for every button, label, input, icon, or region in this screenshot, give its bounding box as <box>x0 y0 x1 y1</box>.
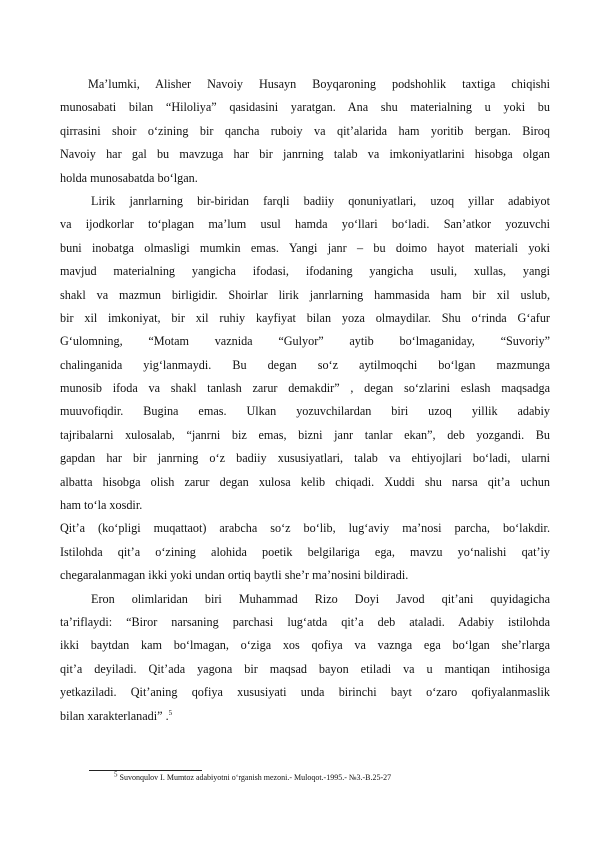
text-line <box>60 517 550 540</box>
text-line-content: bir xil imkoniyat, bir xil ruhiy kayfiyat bilan yoza olmaydilar. Shu o‘rinda G‘afur <box>60 310 550 325</box>
text-line-content: mavjud materialning yangicha ifodasi, ifodaning yangicha usuli, xullas, yangi <box>60 264 550 279</box>
body-text <box>60 73 550 728</box>
text-line-content: Ma’lumki, Alisher Navoiy Husayn Boyqaroning podshohlik taxtiga chiqishi <box>88 77 550 91</box>
text-line-content: Eron olimlaridan biri Muhammad Rizo Doyi Javod qit’ani quyidagicha <box>91 591 550 606</box>
text-line-content: munosabati bilan “Hiloliya” qasidasini yaratgan. Ana shu materialning u yoki bu <box>60 100 550 115</box>
text-line-content: va ijodkorlar to‘plagan ma’lum usul hamda yo‘llari bo‘ladi. San’atkor yozuvchi <box>60 217 550 232</box>
footnote <box>114 772 391 783</box>
text-line <box>60 167 550 190</box>
text-line <box>60 634 550 657</box>
text-line-content: ta’riflaydi: “Biror narsaning parchasi lug‘atda qit’a deb ataladi. Adabiy istilohda <box>60 614 550 629</box>
text-line-content: G‘ulomning, “Motam vaznida “Gulyor” aytib bo‘lmaganiday, “Suvoriy” <box>60 334 550 349</box>
text-line-content: buni inobatga olmasligi mumkin emas. Yangi janr – bu doimo hayot materiali yoki <box>60 240 550 255</box>
text-line-content: holda munosabatda bo‘lgan. <box>60 170 198 185</box>
text-line <box>60 564 550 587</box>
text-line <box>60 190 550 213</box>
footnote-text: Suvonqulov I. Mumtoz adabiyotni o‘rganish mezoni.- Muloqot.-1995.- №3.-B.25-27 <box>117 773 392 782</box>
text-line-content: qit’a deyiladi. Qit’ada yagona bir maqsad bayon etiladi va u mantiqan intihosiga <box>60 661 550 676</box>
text-line <box>60 213 550 236</box>
text-line-content: gapdan har bir janrning o‘z badiiy xususiyatlari, talab va ehtiyojlari bo‘ladi, ularni <box>60 451 550 466</box>
text-line-content: shakl va mazmun birligidir. Shoirlar lirik janrlarning hammasida ham bir xil uslub, <box>60 287 550 302</box>
text-line <box>60 447 550 470</box>
text-line-content: chegaralanmagan ikki yoki undan ortiq baytli she’r ma’nosini bildiradi. <box>60 568 409 583</box>
text-line-content: yetkaziladi. Qit’aning qofiya xususiyati unda birinchi bayt o‘zaro qofiyalanmaslik <box>60 685 550 700</box>
text-line <box>60 120 550 143</box>
footnote-separator <box>89 770 202 771</box>
text-line <box>60 284 550 307</box>
text-line <box>60 588 550 611</box>
text-line <box>60 377 550 400</box>
text-line <box>60 307 550 330</box>
text-line <box>60 237 550 260</box>
text-line-content: albatta hisobga olish zarur degan xulosa kelib chiqadi. Xuddi shu narsa qit’a uchun <box>60 474 550 489</box>
text-line <box>60 705 550 728</box>
text-line <box>60 260 550 283</box>
text-line-content: ham to‘la xosdir. <box>60 498 143 513</box>
text-line-content: bilan xarakterlanadi” . <box>60 708 169 723</box>
text-line <box>60 400 550 423</box>
text-line-content: muuvofiqdir. Bugina emas. Ulkan yozuvchilardan biri uzoq yillik adabiy <box>60 404 550 419</box>
text-line <box>60 494 550 517</box>
text-line-content: Lirik janrlarning bir-biridan farqli badiiy qonuniyatlari, uzoq yillar adabiyot <box>91 193 550 208</box>
text-line-content: munosib ifoda va shakl tanlash zarur demakdir” , degan so‘zlarini eslash maqsadga <box>60 381 550 396</box>
text-line <box>60 681 550 704</box>
footnote-marker: 5 <box>114 770 118 779</box>
text-line-content: tajribalarni xulosalab, “janrni biz emas, bizni janr tanlar ekan”, deb yozgandi. Bu <box>60 427 550 442</box>
text-line <box>60 330 550 353</box>
text-line-content: Istilohda qit’a o‘zining alohida poetik belgilariga ega, mavzu yo‘nalishi qat’iy <box>60 544 550 559</box>
text-line <box>60 611 550 634</box>
text-line-content: chalinganida yig‘lanmaydi. Bu degan so‘z aytilmoqchi bo‘lgan mazmunga <box>60 357 550 372</box>
text-line <box>60 658 550 681</box>
text-line <box>60 541 550 564</box>
text-line-content: ikki baytdan kam bo‘lmagan, o‘ziga xos qofiya va vaznga ega bo‘lgan she’rlarga <box>60 638 550 653</box>
text-line-content: Navoiy har gal bu mavzuga har bir janrning talab va imkoniyatlarini hisobga olgan <box>60 147 550 162</box>
text-line <box>60 354 550 377</box>
text-line <box>60 424 550 447</box>
footnote-ref: 5 <box>168 708 173 717</box>
text-line-content: qirrasini shoir o‘zining bir qancha ruboiy va qit’alarida ham yoritib bergan. Biroq <box>60 123 550 138</box>
text-line-content: Qit’a (ko‘pligi muqattaot) arabcha so‘z bo‘lib, lug‘aviy ma’nosi parcha, bo‘lakdir. <box>60 521 550 536</box>
text-line <box>60 471 550 494</box>
text-line <box>60 143 550 166</box>
text-line <box>60 96 550 119</box>
text-line <box>60 73 550 96</box>
